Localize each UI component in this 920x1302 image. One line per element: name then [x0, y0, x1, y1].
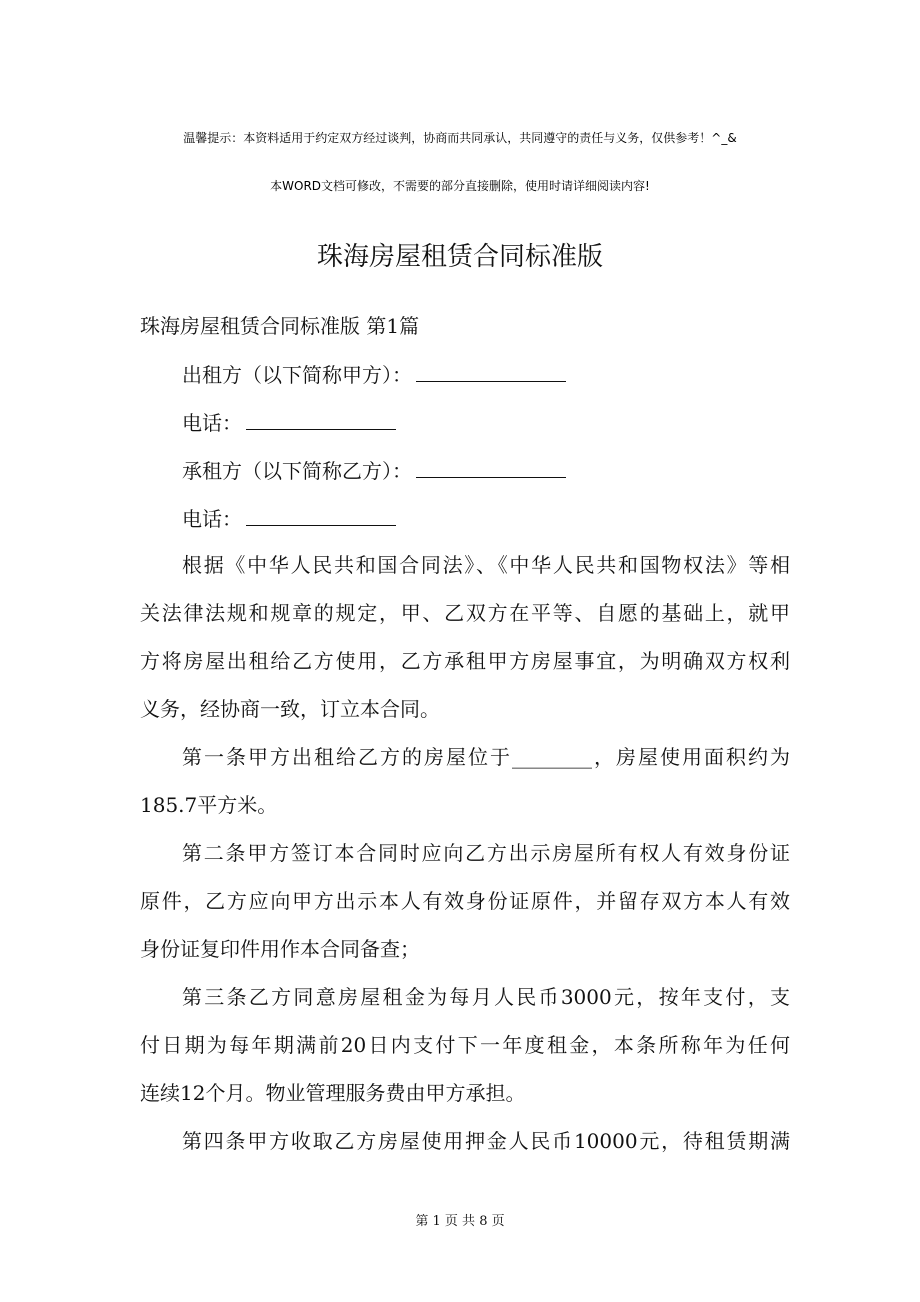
lessor-phone-label: 电话：: [182, 411, 242, 435]
paragraph-line: 第一条甲方出租给乙方的房屋位于________，房屋使用面积约为: [182, 745, 790, 769]
paragraph-line: 185.7平方米。: [140, 793, 278, 817]
lessor-phone-row: [182, 409, 396, 435]
paragraph-line: 关法律法规和规章的规定，甲、乙双方在平等、自愿的基础上，就甲: [140, 601, 790, 625]
paragraph-line: 身份证复印件用作本合同备查；: [140, 937, 420, 961]
lessee-row: [182, 457, 566, 483]
lessor-label: 出租方（以下简称甲方）：: [182, 363, 412, 387]
paragraph-line: 第二条甲方签订本合同时应向乙方出示房屋所有权人有效身份证: [182, 841, 790, 865]
paragraph-line: 根据《中华人民共和国合同法》、《中华人民共和国物权法》等相: [182, 553, 790, 577]
page-footer: 第 1 页 共 8 页: [415, 1214, 505, 1229]
notice-line-2: 本WORD文档可修改，不需要的部分直接删除，使用时请详细阅读内容!: [270, 179, 650, 193]
document-subtitle: 珠海房屋租赁合同标准版 第1篇: [140, 314, 420, 338]
paragraph-line: 第三条乙方同意房屋租金为每月人民币3000元，按年支付，支: [182, 985, 790, 1009]
paragraph-line: 原件，乙方应向甲方出示本人有效身份证原件，并留存双方本人有效: [140, 889, 790, 913]
lessee-phone-blank: [246, 505, 396, 526]
lessee-phone-label: 电话：: [182, 507, 242, 531]
paragraph-article-2: [140, 841, 790, 985]
lessee-blank: [416, 457, 566, 478]
paragraph-article-1: [140, 745, 790, 841]
lessee-phone-row: [182, 505, 396, 531]
paragraph-line: 付日期为每年期满前20日内支付下一年度租金，本条所称年为任何: [140, 1033, 790, 1057]
paragraph-line: 方将房屋出租给乙方使用，乙方承租甲方房屋事宜，为明确双方权利: [140, 649, 790, 673]
notice-line-1: 温馨提示：本资料适用于约定双方经过谈判，协商而共同承认，共同遵守的责任与义务，仅供参考！^_&: [183, 131, 737, 145]
paragraph-article-3: [140, 985, 790, 1129]
paragraph-line: 义务，经协商一致，订立本合同。: [140, 697, 440, 721]
lessor-phone-blank: [246, 409, 396, 430]
paragraph-article-4: [140, 1129, 790, 1177]
lessee-label: 承租方（以下简称乙方）：: [182, 459, 412, 483]
document-title: 珠海房屋租赁合同标准版: [316, 242, 603, 272]
paragraph-preamble: [140, 553, 790, 745]
paragraph-line: 第四条甲方收取乙方房屋使用押金人民币10000元，待租赁期满: [182, 1129, 790, 1153]
paragraph-line: 连续12个月。物业管理服务费由甲方承担。: [140, 1081, 526, 1105]
lessor-row: [182, 361, 566, 387]
lessor-blank: [416, 361, 566, 382]
